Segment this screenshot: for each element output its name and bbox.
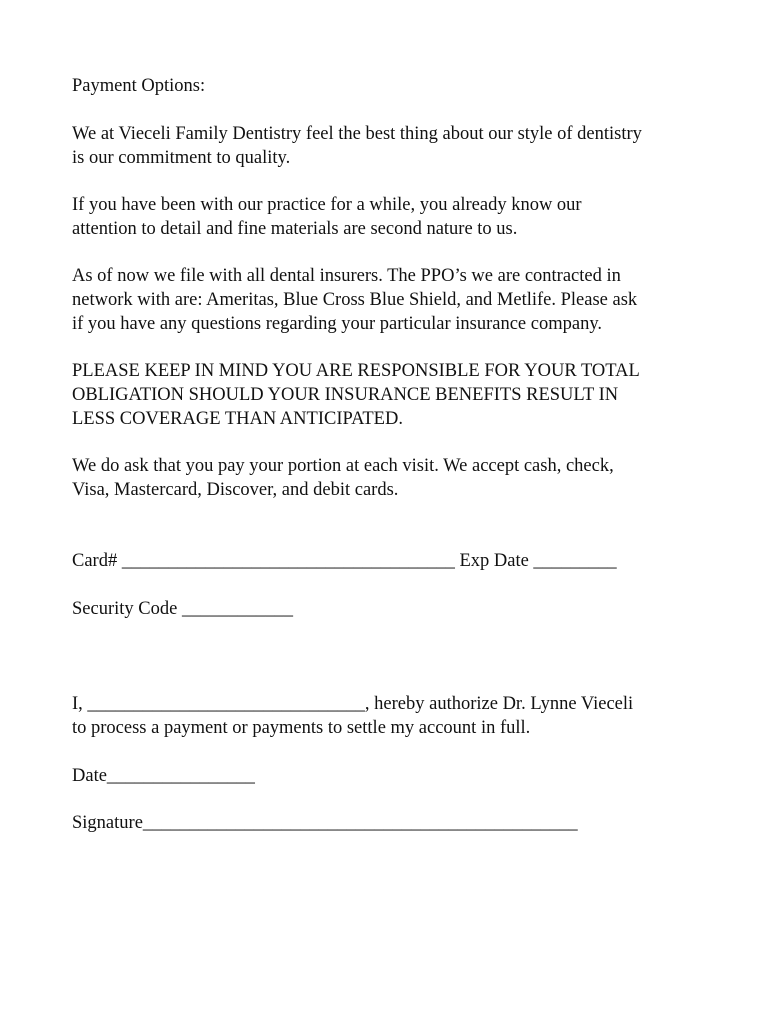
notice-line-1: PLEASE KEEP IN MIND YOU ARE RESPONSIBLE FOR YOUR TOTAL bbox=[72, 361, 640, 381]
intro-line-1: We at Vieceli Family Dentistry feel the best thing about our style of dentistry bbox=[72, 124, 642, 144]
practice-line-2: attention to detail and fine materials are second nature to us. bbox=[72, 219, 518, 239]
card-number-field[interactable]: Card# ____________________________________ Exp Date _________ bbox=[72, 551, 617, 571]
date-field[interactable]: Date________________ bbox=[72, 766, 255, 786]
notice-line-3: LESS COVERAGE THAN ANTICIPATED. bbox=[72, 409, 403, 429]
insurance-line-2: network with are: Ameritas, Blue Cross Blue Shield, and Metlife. Please ask bbox=[72, 290, 638, 310]
payment-line-2: Visa, Mastercard, Discover, and debit cards. bbox=[72, 480, 399, 500]
insurance-line-3: if you have any questions regarding your particular insurance company. bbox=[72, 314, 602, 334]
security-code-field[interactable]: Security Code ____________ bbox=[72, 599, 293, 619]
authorization-line-2: to process a payment or payments to settle my account in full. bbox=[72, 718, 531, 738]
intro-line-2: is our commitment to quality. bbox=[72, 148, 291, 168]
notice-line-2: OBLIGATION SHOULD YOUR INSURANCE BENEFITS RESULT IN bbox=[72, 385, 619, 405]
practice-line-1: If you have been with our practice for a while, you already know our bbox=[72, 195, 582, 215]
payment-line-1: We do ask that you pay your portion at each visit. We accept cash, check, bbox=[72, 456, 614, 476]
heading: Payment Options: bbox=[72, 76, 206, 96]
signature-field[interactable]: Signature_______________________________________________ bbox=[72, 813, 578, 833]
authorization-line-1[interactable]: I, ______________________________, hereby authorize Dr. Lynne Vieceli bbox=[72, 694, 634, 714]
insurance-line-1: As of now we file with all dental insurers. The PPO’s we are contracted in bbox=[72, 266, 621, 286]
